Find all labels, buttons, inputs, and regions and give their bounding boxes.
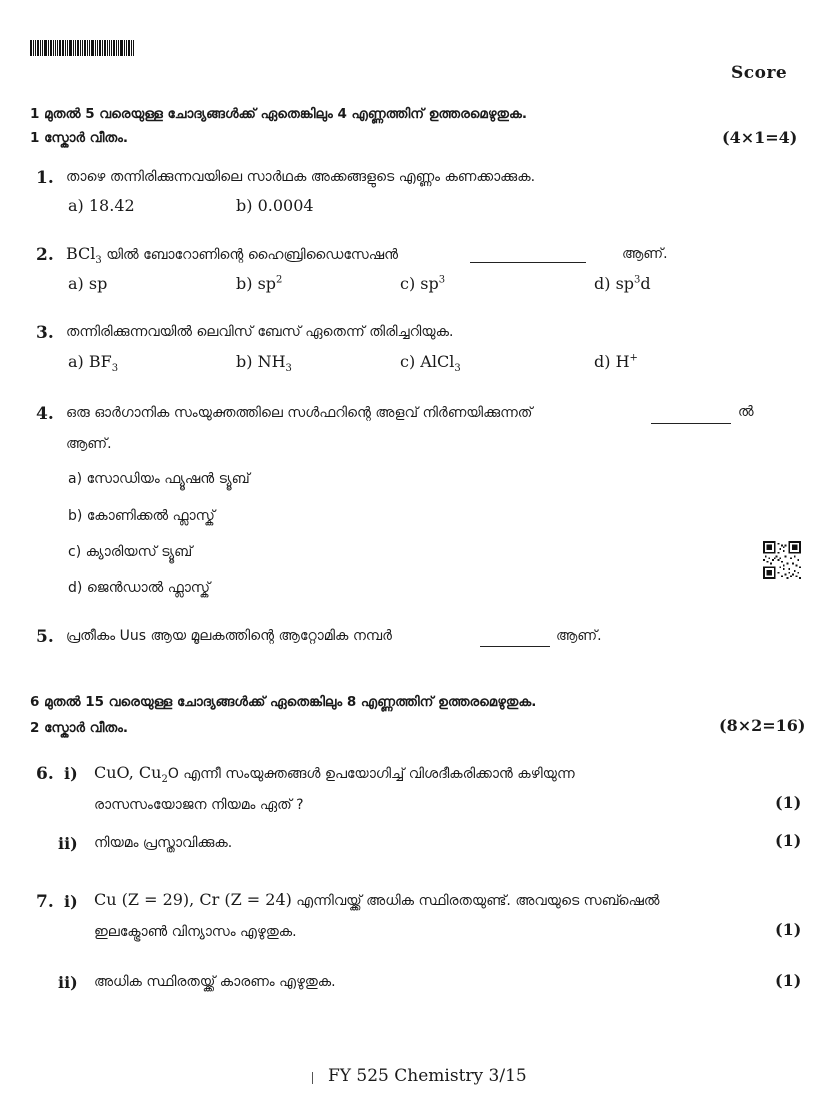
q1-option-b: b) 0.0004 bbox=[236, 196, 314, 215]
score-label: Score bbox=[731, 63, 788, 83]
q4-option-a: a) സോഡിയം ഫ്യൂഷൻ ട്യൂബ് bbox=[68, 471, 250, 487]
q3-option-a: a) $BF_3$ bbox=[68, 352, 119, 375]
q3-option-d: d) H+ bbox=[594, 352, 638, 371]
q4-option-c: c) ക്യാരിയസ് ട്യൂബ് bbox=[68, 544, 193, 560]
footer-mark bbox=[312, 1072, 313, 1084]
question-number: 3. bbox=[36, 323, 54, 343]
q4-option-d: d) ജെൻഡാൽ ഫ്ലാസ്ക് bbox=[68, 580, 210, 596]
q2-option-a: a) sp bbox=[68, 274, 108, 293]
q7-part-ii-label: ii) bbox=[58, 973, 78, 992]
page-footer: FY 525 Chemistry 3/15 bbox=[328, 1066, 527, 1086]
q7-part-ii-text: അധിക സ്ഥിരതയ്ക്ക് കാരണം എഴുതുക. bbox=[94, 974, 336, 990]
q5-text-end: ആണ്. bbox=[556, 628, 602, 644]
q2-text-end: ആണ്. bbox=[622, 246, 668, 262]
q2-option-b: b) $sp^2$ bbox=[236, 274, 283, 293]
q6-part-i-marks: (1) bbox=[775, 793, 802, 812]
barcode bbox=[30, 40, 135, 56]
section1-instruction-score: 1 സ്കോർ വീതം. bbox=[30, 130, 129, 146]
q4-option-b: b) കോണിക്കൽ ഫ്ലാസ്ക് bbox=[68, 508, 215, 524]
q4-text-line2: ആണ്. bbox=[66, 436, 112, 452]
question-1-text: താഴെ തന്നിരിക്കുന്നവയിലെ സാർഥക അക്കങ്ങളുടെ എണ്ണം കണക്കാക്കുക. bbox=[66, 169, 536, 185]
qr-code bbox=[763, 541, 801, 579]
q6-part-i-text: CuO, $Cu_2O$ എന്നീ സംയുക്തങ്ങൾ ഉപയോഗിച്ച് വിശദീകരിക്കാൻ കഴിയുന്ന bbox=[94, 763, 575, 786]
q7-part-ii-marks: (1) bbox=[775, 971, 802, 990]
section1-marks: (4×1=4) bbox=[722, 128, 798, 147]
q2-option-c: c) $sp^3$ bbox=[400, 274, 446, 293]
question-3-text: തന്നിരിക്കുന്നവയിൽ ലെവിസ് ബേസ് ഏതെന്ന് തിരിച്ചറിയുക. bbox=[66, 324, 454, 340]
question-number: 6. bbox=[36, 764, 54, 784]
section2-marks: (8×2=16) bbox=[719, 716, 806, 735]
question-5-text: പ്രതീകം Uus ആയ മൂലകത്തിന്റെ ആറ്റോമിക നമ്പർ bbox=[66, 628, 392, 644]
section2-instruction: 6 മുതൽ 15 വരെയുള്ള ചോദ്യങ്ങൾക്ക് ഏതെങ്കിലും 8 എണ്ണത്തിന് ഉത്തരമെഴുതുക. bbox=[30, 694, 537, 710]
answer-blank[interactable] bbox=[651, 411, 731, 424]
question-number: 4. bbox=[36, 404, 54, 424]
q3-option-b: b) $NH_3$ bbox=[236, 352, 292, 375]
q2-option-d: d) $sp^3d$ bbox=[594, 274, 651, 293]
question-4-text: ഒരു ഓർഗാനിക സംയുക്തത്തിലെ സൾഫറിന്റെ അളവ് നിർണയിക്കുന്നത് bbox=[66, 405, 533, 421]
q7-part-i-marks: (1) bbox=[775, 920, 802, 939]
section2-instruction-score: 2 സ്കോർ വീതം. bbox=[30, 720, 129, 736]
q3-option-c: c) AlCl$_3$ bbox=[400, 352, 461, 375]
q6-part-ii-label: ii) bbox=[58, 834, 78, 853]
q1-option-a: a) 18.42 bbox=[68, 196, 135, 215]
q7-part-i-text: Cu (Z = 29), Cr (Z = 24) എന്നിവയ്ക്ക് അധിക സ്ഥിരതയുണ്ട്. അവയുടെ സബ്ഷെൽ bbox=[94, 890, 660, 909]
question-number: 5. bbox=[36, 627, 54, 647]
answer-blank[interactable] bbox=[470, 250, 586, 263]
q6-part-ii-text: നിയമം പ്രസ്താവിക്കുക. bbox=[94, 835, 233, 851]
question-number: 7. bbox=[36, 892, 54, 912]
q6-part-ii-marks: (1) bbox=[775, 831, 802, 850]
q6-part-i-text-line2: രാസസംയോജന നിയമം ഏത് ? bbox=[94, 797, 304, 813]
question-2-text: BCl$_3$ യിൽ ബോറോണിന്റെ ഹൈബ്രിഡൈസേഷൻ bbox=[66, 244, 399, 267]
answer-blank[interactable] bbox=[480, 634, 550, 647]
section1-instruction: 1 മുതൽ 5 വരെയുള്ള ചോദ്യങ്ങൾക്ക് ഏതെങ്കിലും 4 എണ്ണത്തിന് ഉത്തരമെഴുതുക. bbox=[30, 106, 527, 122]
q6-part-i-label: i) bbox=[64, 764, 78, 783]
q4-text-end: ൽ bbox=[738, 404, 754, 420]
question-number: 2. bbox=[36, 245, 54, 265]
q7-part-i-text-line2: ഇലക്ട്രോൺ വിന്യാസം എഴുതുക. bbox=[94, 924, 297, 940]
q7-part-i-label: i) bbox=[64, 892, 78, 911]
question-number: 1. bbox=[36, 168, 54, 188]
